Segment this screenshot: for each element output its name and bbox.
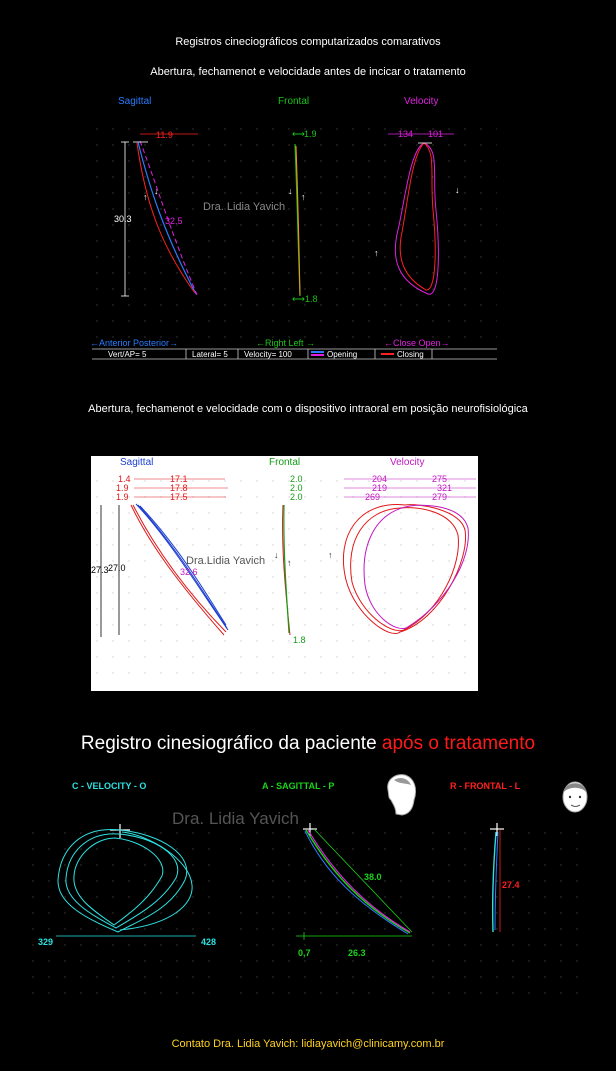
section-title-device: Abertura, fechamenot e velocidade com o dispositivo intraoral em posição neurofisiológica	[88, 403, 528, 415]
before-vel-right: 101	[428, 129, 444, 139]
device-frontal-bottom: 1.8	[293, 635, 306, 645]
before-vel-left: 134	[398, 129, 414, 139]
scale-velocity: Velocity= 100	[244, 350, 292, 359]
before-vel-arrow-up: ↑	[374, 248, 379, 258]
device-sag-h1: 27.3	[91, 565, 109, 575]
after-vel-right: 428	[201, 937, 217, 947]
before-frontal-axis-label: ←Right Left →	[256, 338, 316, 348]
section-title-before: Abertura, fechamenot e velocidade antes de incicar o tratamento	[150, 66, 466, 78]
device-velocity-title: Velocity	[390, 457, 425, 468]
legend-closing: Closing	[397, 350, 424, 359]
before-frontal-bottom-marker: ⟷	[292, 294, 305, 304]
after-frontal-title: R - FRONTAL - L	[450, 781, 521, 791]
before-frontal-bottom: 1.8	[305, 294, 318, 304]
before-frontal-top-marker: ⟷	[292, 129, 305, 139]
device-sag-row2-a: 1.9	[116, 483, 129, 493]
device-vel-arrow-up: ↑	[328, 550, 333, 560]
scale-lateral: Lateral= 5	[192, 350, 228, 359]
device-frontal-row3: 2.0	[290, 492, 303, 502]
after-sag-length: 38.0	[364, 872, 382, 882]
after-vel-left: 329	[38, 937, 54, 947]
head-profile-icon	[388, 775, 416, 815]
device-watermark: Dra.Lidia Yavich	[186, 555, 266, 567]
before-velocity-title: Velocity	[404, 96, 439, 107]
after-sagittal-title: A - SAGITTAL - P	[262, 781, 335, 791]
before-frontal-title: Frontal	[278, 96, 310, 107]
before-sag-width: 11.9	[156, 130, 173, 140]
device-frontal-arrow-down: ↓	[274, 550, 279, 560]
device-frontal-title: Frontal	[269, 457, 301, 468]
before-vel-arrow-down: ↓	[455, 185, 460, 195]
before-sag-arrow-up: ↑	[143, 192, 148, 202]
device-sag-length: 32.6	[180, 567, 198, 577]
device-sag-row3-b: 17.5	[170, 492, 188, 502]
device-sag-row1-a: 1.4	[118, 474, 131, 484]
legend-opening: Opening	[327, 350, 358, 359]
after-panel	[32, 775, 590, 1000]
device-frontal-row1: 2.0	[290, 474, 303, 484]
title-after-text: Registro cinesiográfico da paciente	[80, 733, 382, 754]
device-vel-row1-a: 204	[372, 474, 388, 484]
device-vel-row3-a: 269	[365, 492, 381, 502]
before-sagittal-title: Sagittal	[118, 96, 152, 107]
head-front-icon	[563, 782, 587, 812]
contact-line: Contato Dra. Lidia Yavich: lidiayavich@clinicamy.com.br	[171, 1038, 445, 1050]
before-vel-axis-label: ←Close Open→	[384, 338, 450, 348]
before-watermark: Dra. Lidia Yavich	[203, 201, 286, 213]
before-panel	[90, 96, 497, 359]
device-sag-row3-a: 1.9	[116, 492, 129, 502]
before-sag-arrow-down: ↓	[154, 186, 159, 196]
before-frontal-arrow-up: ↑	[301, 192, 306, 202]
device-vel-row2-a: 219	[372, 483, 388, 493]
device-sagittal-title: Sagittal	[120, 457, 154, 468]
device-vel-row1-b: 275	[432, 474, 448, 484]
before-sag-height: 30.3	[114, 214, 132, 224]
device-panel	[91, 457, 478, 685]
main-title: Registros cineciográficos computarizados comarativos	[175, 36, 441, 48]
title-after-highlight: após o tratamento	[381, 733, 536, 754]
device-frontal-arrow-up: ↑	[287, 558, 292, 568]
after-velocity-title: C - VELOCITY - O	[72, 781, 147, 791]
after-frontal-length: 27.4	[502, 880, 520, 890]
after-sag-offset: 0,7	[298, 948, 311, 958]
device-vel-row3-b: 279	[432, 492, 448, 502]
device-sag-row1-b: 17.1	[170, 474, 188, 484]
device-frontal-row2: 2.0	[290, 483, 303, 493]
scale-vert-ap: Vert/AP= 5	[108, 350, 147, 359]
before-sag-length: 32.5	[165, 216, 183, 226]
after-sag-width: 26.3	[348, 948, 366, 958]
device-vel-row2-b: 321	[437, 483, 453, 493]
before-frontal-arrow-down: ↓	[288, 186, 293, 196]
device-sag-row2-b: 17.8	[170, 483, 188, 493]
before-sag-axis-label: ←Anterior Posterior→	[90, 338, 179, 348]
before-frontal-top: 1.9	[304, 129, 317, 139]
after-watermark: Dra. Lidia Yavich	[172, 809, 299, 828]
device-sag-h2: 27.0	[108, 563, 126, 573]
